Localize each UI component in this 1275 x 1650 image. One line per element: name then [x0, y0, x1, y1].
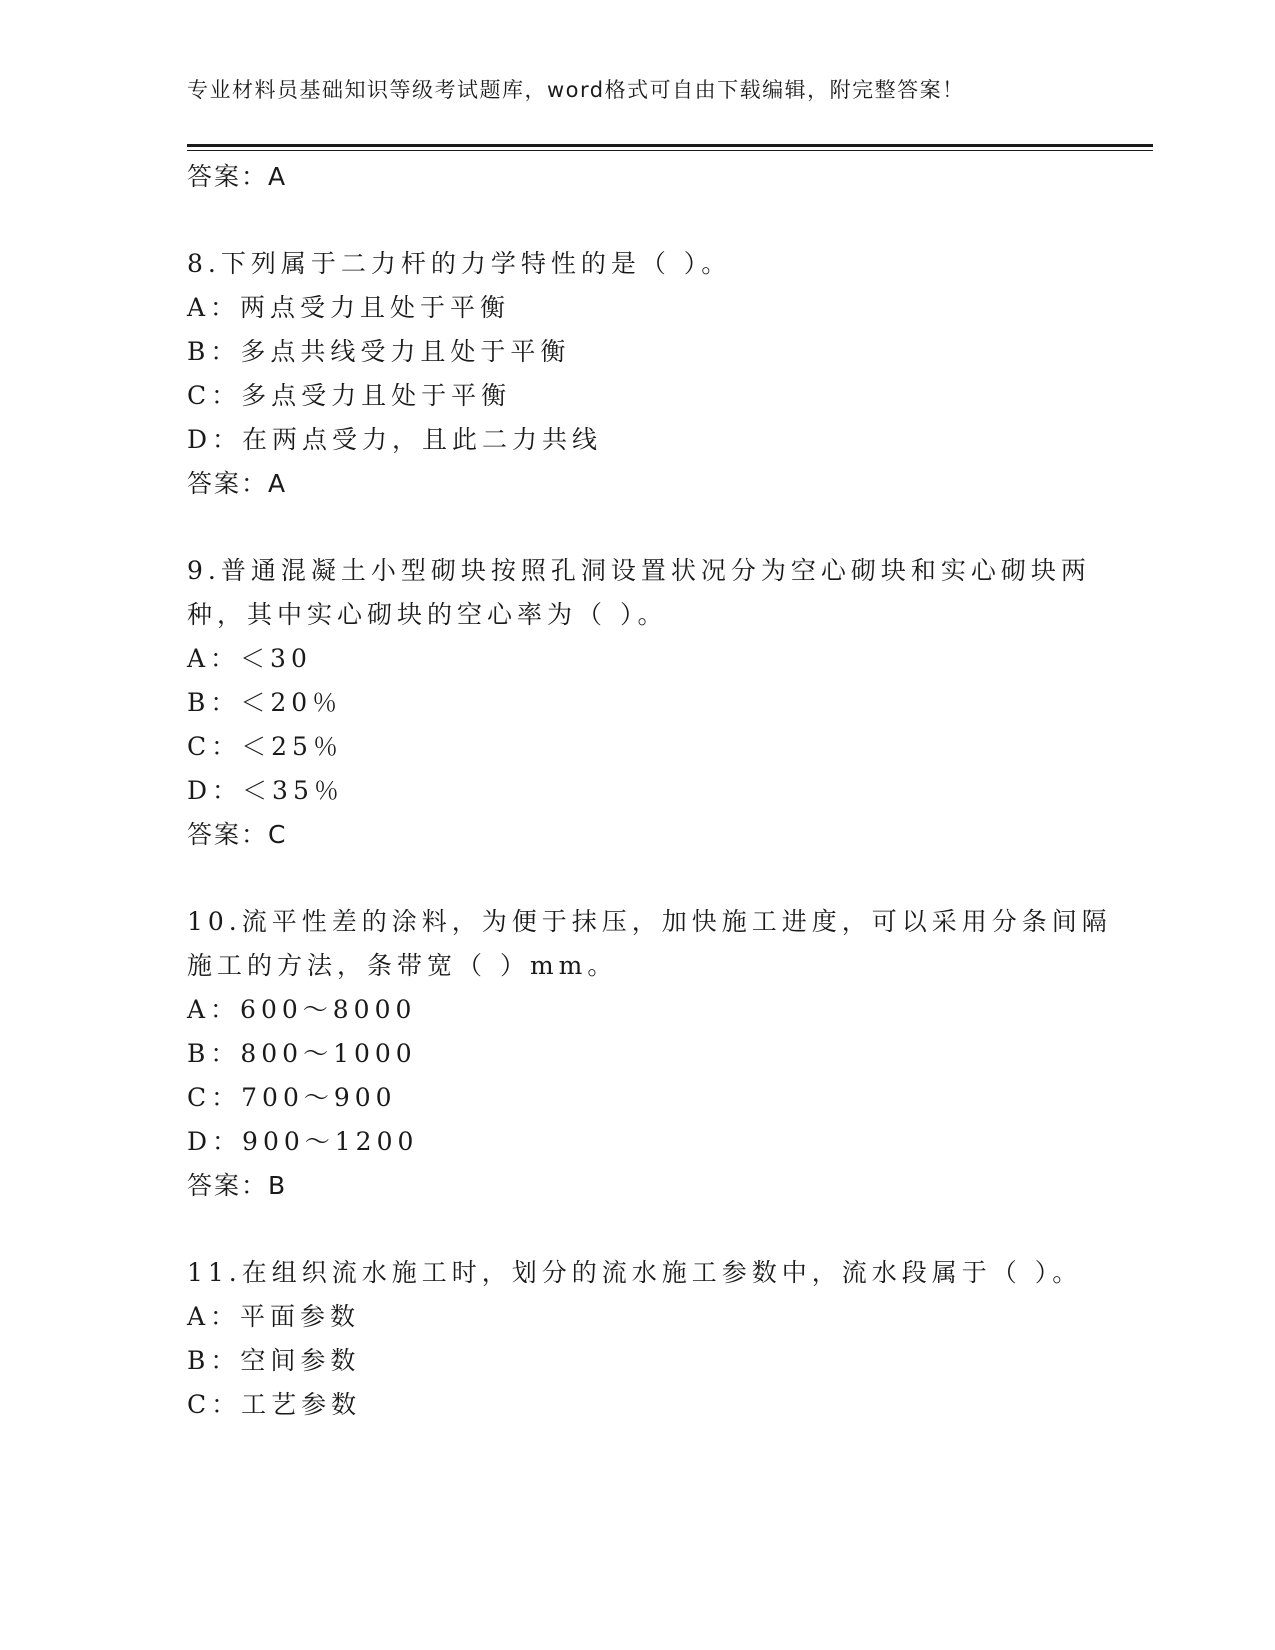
option-b: B：多点共线受力且处于平衡: [187, 337, 571, 366]
header-rule-thin: [187, 150, 1153, 151]
option-d: D：＜35％: [187, 776, 344, 805]
question-stem: 10.流平性差的涂料，为便于抹压，加快施工进度，可以采用分条间隔: [187, 907, 1112, 936]
answer-line: 答案：B: [187, 1171, 288, 1200]
header-rule-thick: [187, 144, 1153, 147]
option-b: B：＜20％: [187, 688, 343, 717]
option-b: B：800～1000: [187, 1039, 417, 1068]
option-c: C：700～900: [187, 1083, 397, 1112]
option-c: C：多点受力且处于平衡: [187, 381, 512, 410]
option-a: A：600～8000: [187, 995, 417, 1024]
answer-line: 答案：A: [187, 162, 288, 191]
option-a: A：两点受力且处于平衡: [187, 293, 511, 322]
question-stem: 11.在组织流水施工时，划分的流水施工参数中，流水段属于（ ）。: [187, 1258, 1083, 1287]
page-header: 专业材料员基础知识等级考试题库，word格式可自由下载编辑，附完整答案！: [187, 78, 965, 102]
option-a: A：平面参数: [187, 1302, 361, 1331]
option-c: C：＜25％: [187, 732, 343, 761]
option-c: C：工艺参数: [187, 1390, 362, 1419]
option-d: D：900～1200: [187, 1127, 419, 1156]
question-stem-continued: 种，其中实心砌块的空心率为（ ）。: [187, 600, 668, 629]
answer-line: 答案：C: [187, 820, 288, 849]
question-stem: 9.普通混凝土小型砌块按照孔洞设置状况分为空心砌块和实心砌块两: [187, 556, 1091, 585]
question-stem-continued: 施工的方法，条带宽（ ）mm。: [187, 951, 618, 980]
option-d: D：在两点受力，且此二力共线: [187, 425, 603, 454]
option-b: B：空间参数: [187, 1346, 361, 1375]
answer-line: 答案：A: [187, 469, 288, 498]
question-stem: 8.下列属于二力杆的力学特性的是（ ）。: [187, 249, 732, 278]
option-a: A：＜30: [187, 644, 312, 673]
